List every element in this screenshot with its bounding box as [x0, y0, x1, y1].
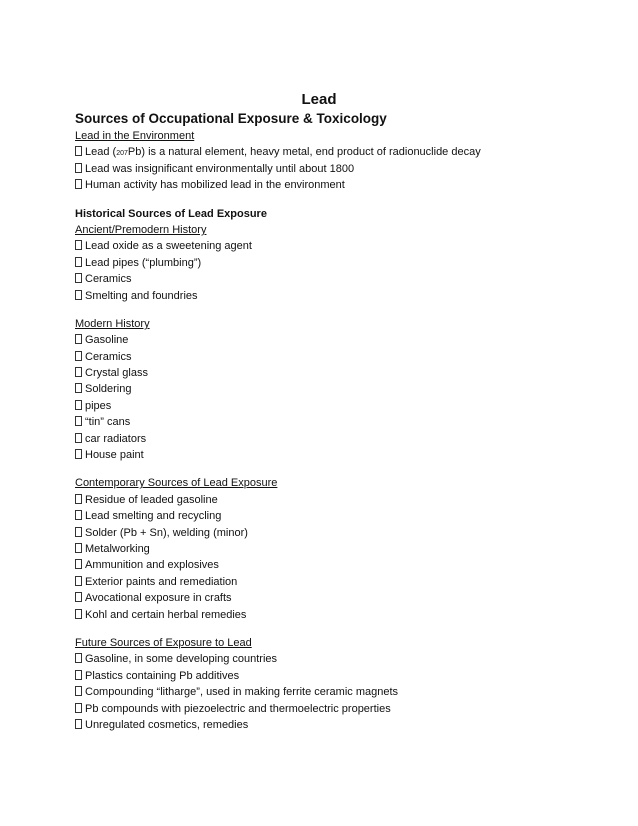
bullet-icon [75, 609, 82, 619]
section-heading-future: Future Sources of Exposure to Lead [75, 636, 252, 649]
bullet-icon [75, 510, 82, 520]
list-item: Gasoline [75, 332, 615, 348]
list-item: “tin” cans [75, 414, 615, 430]
list-item: Compounding “litharge”, used in making ferrite ceramic magnets [75, 684, 615, 700]
bullet-icon [75, 592, 82, 602]
isotope-number: 207 [116, 150, 128, 158]
section-heading-historical: Historical Sources of Lead Exposure [75, 207, 267, 220]
list-item: Human activity has mobilized lead in the environment [75, 177, 615, 193]
subsection-heading-modern: Modern History [75, 317, 150, 330]
list-item: Lead (207Pb) is a natural element, heavy metal, end product of radionuclide decay [75, 144, 615, 160]
list-item: Metalworking [75, 541, 615, 557]
bullet-icon [75, 653, 82, 663]
bullet-icon [75, 257, 82, 267]
document-subtitle: Sources of Occupational Exposure & Toxicology [75, 111, 387, 126]
bullet-icon [75, 334, 82, 344]
bullet-icon [75, 527, 82, 537]
bullet-icon [75, 400, 82, 410]
bullet-icon [75, 290, 82, 300]
list-item: Lead was insignificant environmentally until about 1800 [75, 161, 615, 177]
bullet-icon [75, 543, 82, 553]
list-item: Avocational exposure in crafts [75, 590, 615, 606]
list-item: car radiators [75, 431, 615, 447]
list-item: Soldering [75, 381, 615, 397]
bullet-icon [75, 559, 82, 569]
list-item: Gasoline, in some developing countries [75, 651, 615, 667]
section-heading-contemporary: Contemporary Sources of Lead Exposure [75, 477, 278, 490]
list-item: House paint [75, 447, 615, 463]
bullet-icon [75, 433, 82, 443]
bullet-icon [75, 576, 82, 586]
bullet-icon [75, 146, 82, 156]
list-item: Unregulated cosmetics, remedies [75, 717, 615, 733]
bullet-icon [75, 719, 82, 729]
document-title: Lead [301, 91, 337, 108]
section-heading-environment: Lead in the Environment [75, 130, 195, 142]
list-item: Ceramics [75, 349, 615, 365]
document-body [75, 128, 615, 733]
bullet-icon [75, 367, 82, 377]
bullet-icon [75, 163, 82, 173]
list-item: Lead smelting and recycling [75, 508, 615, 524]
list-item: Ammunition and explosives [75, 557, 615, 573]
list-item: Crystal glass [75, 365, 615, 381]
list-item: pipes [75, 398, 615, 414]
bullet-icon [75, 273, 82, 283]
bullet-icon [75, 703, 82, 713]
list-item: Smelting and foundries [75, 288, 615, 304]
bullet-icon [75, 179, 82, 189]
bullet-icon [75, 351, 82, 361]
bullet-icon [75, 494, 82, 504]
bullet-icon [75, 449, 82, 459]
bullet-icon [75, 383, 82, 393]
bullet-icon [75, 240, 82, 250]
list-item: Exterior paints and remediation [75, 574, 615, 590]
list-item: Pb compounds with piezoelectric and thermoelectric properties [75, 701, 615, 717]
subsection-heading-ancient: Ancient/Premodern History [75, 223, 207, 236]
list-item: Residue of leaded gasoline [75, 492, 615, 508]
list-item: Lead pipes (“plumbing”) [75, 255, 615, 271]
list-item: Kohl and certain herbal remedies [75, 607, 615, 623]
list-item: Plastics containing Pb additives [75, 668, 615, 684]
bullet-icon [75, 416, 82, 426]
list-item: Lead oxide as a sweetening agent [75, 238, 615, 254]
list-item: Ceramics [75, 271, 615, 287]
bullet-icon [75, 686, 82, 696]
list-item: Solder (Pb + Sn), welding (minor) [75, 525, 615, 541]
bullet-icon [75, 670, 82, 680]
